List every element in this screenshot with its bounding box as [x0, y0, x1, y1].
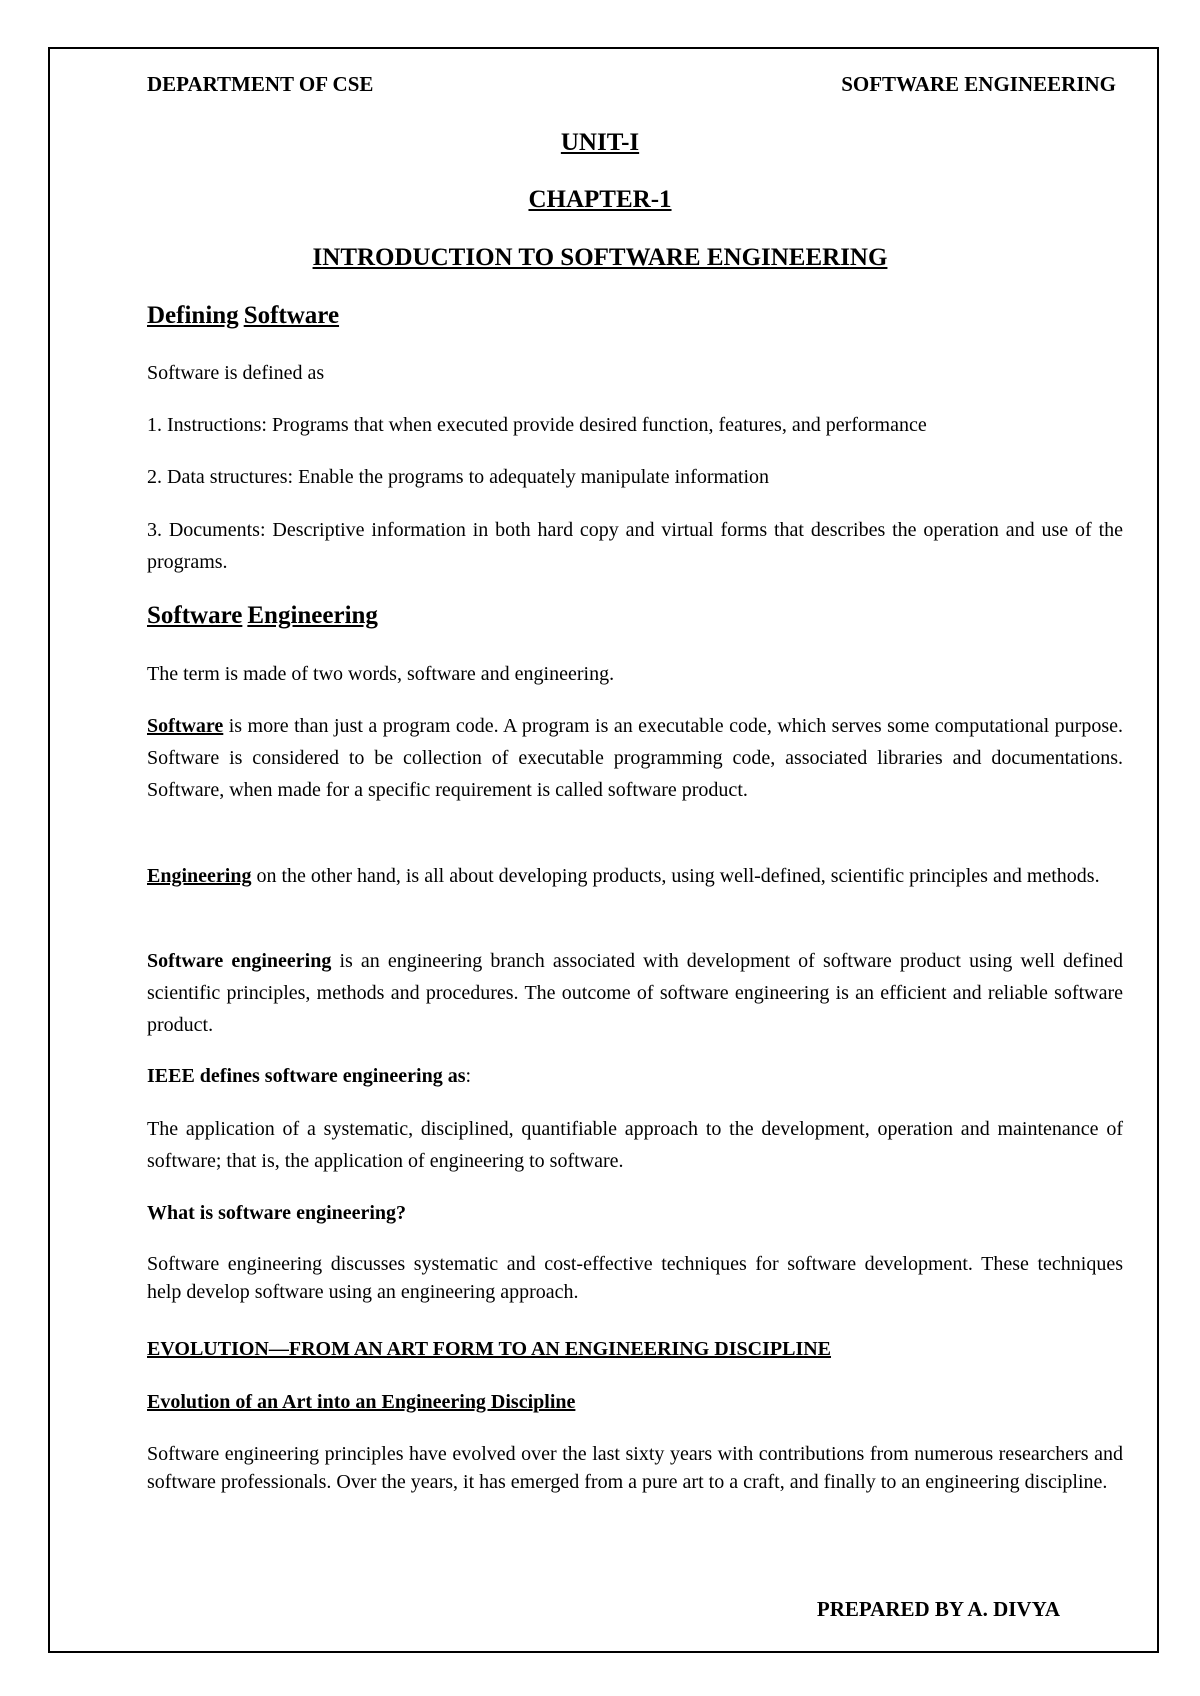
evolution-heading: EVOLUTION—FROM AN ART FORM TO AN ENGINEERING DISCIPLINE	[147, 1338, 832, 1360]
paragraph-evolution: Software engineering principles have evolved over the last sixty years with contributions from numerous researchers and software professionals. Over the years, it has emerged from a pure art to a craft, and finally to an engineering discipline.	[147, 1443, 1123, 1493]
paragraph-ieee-definition: The application of a systematic, disciplined, quantifiable approach to the development, operation and maintenance of software; that is, the application of engineering to software.	[147, 1118, 1123, 1172]
paragraph-se-definition	[147, 945, 1123, 1041]
header-subject: SOFTWARE ENGINEERING	[841, 72, 1116, 96]
paragraph-what-is-se: Software engineering discusses systematic and cost-effective techniques for software development. These techniques help develop software using an engineering approach.	[147, 1253, 1123, 1303]
chapter-title: CHAPTER-1	[528, 186, 672, 213]
section-heading-software-engineering	[147, 600, 1123, 633]
page-title: INTRODUCTION TO SOFTWARE ENGINEERING	[312, 244, 888, 271]
unit-title: UNIT-I	[560, 129, 640, 156]
evolution-subheading: Evolution of an Art into an Engineering Discipline	[147, 1391, 576, 1413]
heading-word: Software	[147, 602, 243, 629]
footer-prepared-by: PREPARED BY A. DIVYA	[816, 1597, 1060, 1621]
paragraph-text: is an engineering branch associated with development of software product using well defined scientific principles, methods and procedures. The outcome of software engineering is an efficient and reliable software product.	[147, 950, 1124, 1036]
paragraph-text: on the other hand, is all about developing products, using well-defined, scientific principles and methods.	[251, 865, 1100, 887]
paragraph: The term is made of two words, software and engineering.	[147, 663, 615, 685]
header-department: DEPARTMENT OF CSE	[147, 72, 374, 96]
section-heading-defining-software	[147, 300, 1123, 333]
list-item: 1. Instructions: Programs that when executed provide desired function, features, and performance	[147, 414, 927, 436]
term-engineering: Engineering	[147, 865, 252, 887]
term-software-engineering: Software engineering	[147, 950, 332, 972]
list-item: 2. Data structures: Enable the programs to adequately manipulate information	[147, 466, 770, 488]
heading-word: Defining	[147, 302, 239, 329]
paragraph-software-definition	[147, 710, 1123, 806]
paragraph-engineering-definition	[147, 860, 1123, 892]
ieee-heading: IEEE defines software engineering as:	[147, 1065, 472, 1087]
list-item: 3. Documents: Descriptive information in both hard copy and virtual forms that describes the operation and use of the programs.	[147, 519, 1123, 573]
heading-word: Software	[243, 302, 340, 329]
term-software: Software	[147, 715, 224, 737]
paragraph: Software is defined as	[147, 362, 325, 384]
question-heading: What is software engineering?	[147, 1202, 407, 1224]
heading-word: Engineering	[247, 602, 378, 629]
paragraph-text: is more than just a program code. A program is an executable code, which serves some computational purpose. Software is considered to be collection of executable programming code, associated libraries and documentations. Software, when made for a specific requirement is called software product.	[147, 715, 1123, 801]
